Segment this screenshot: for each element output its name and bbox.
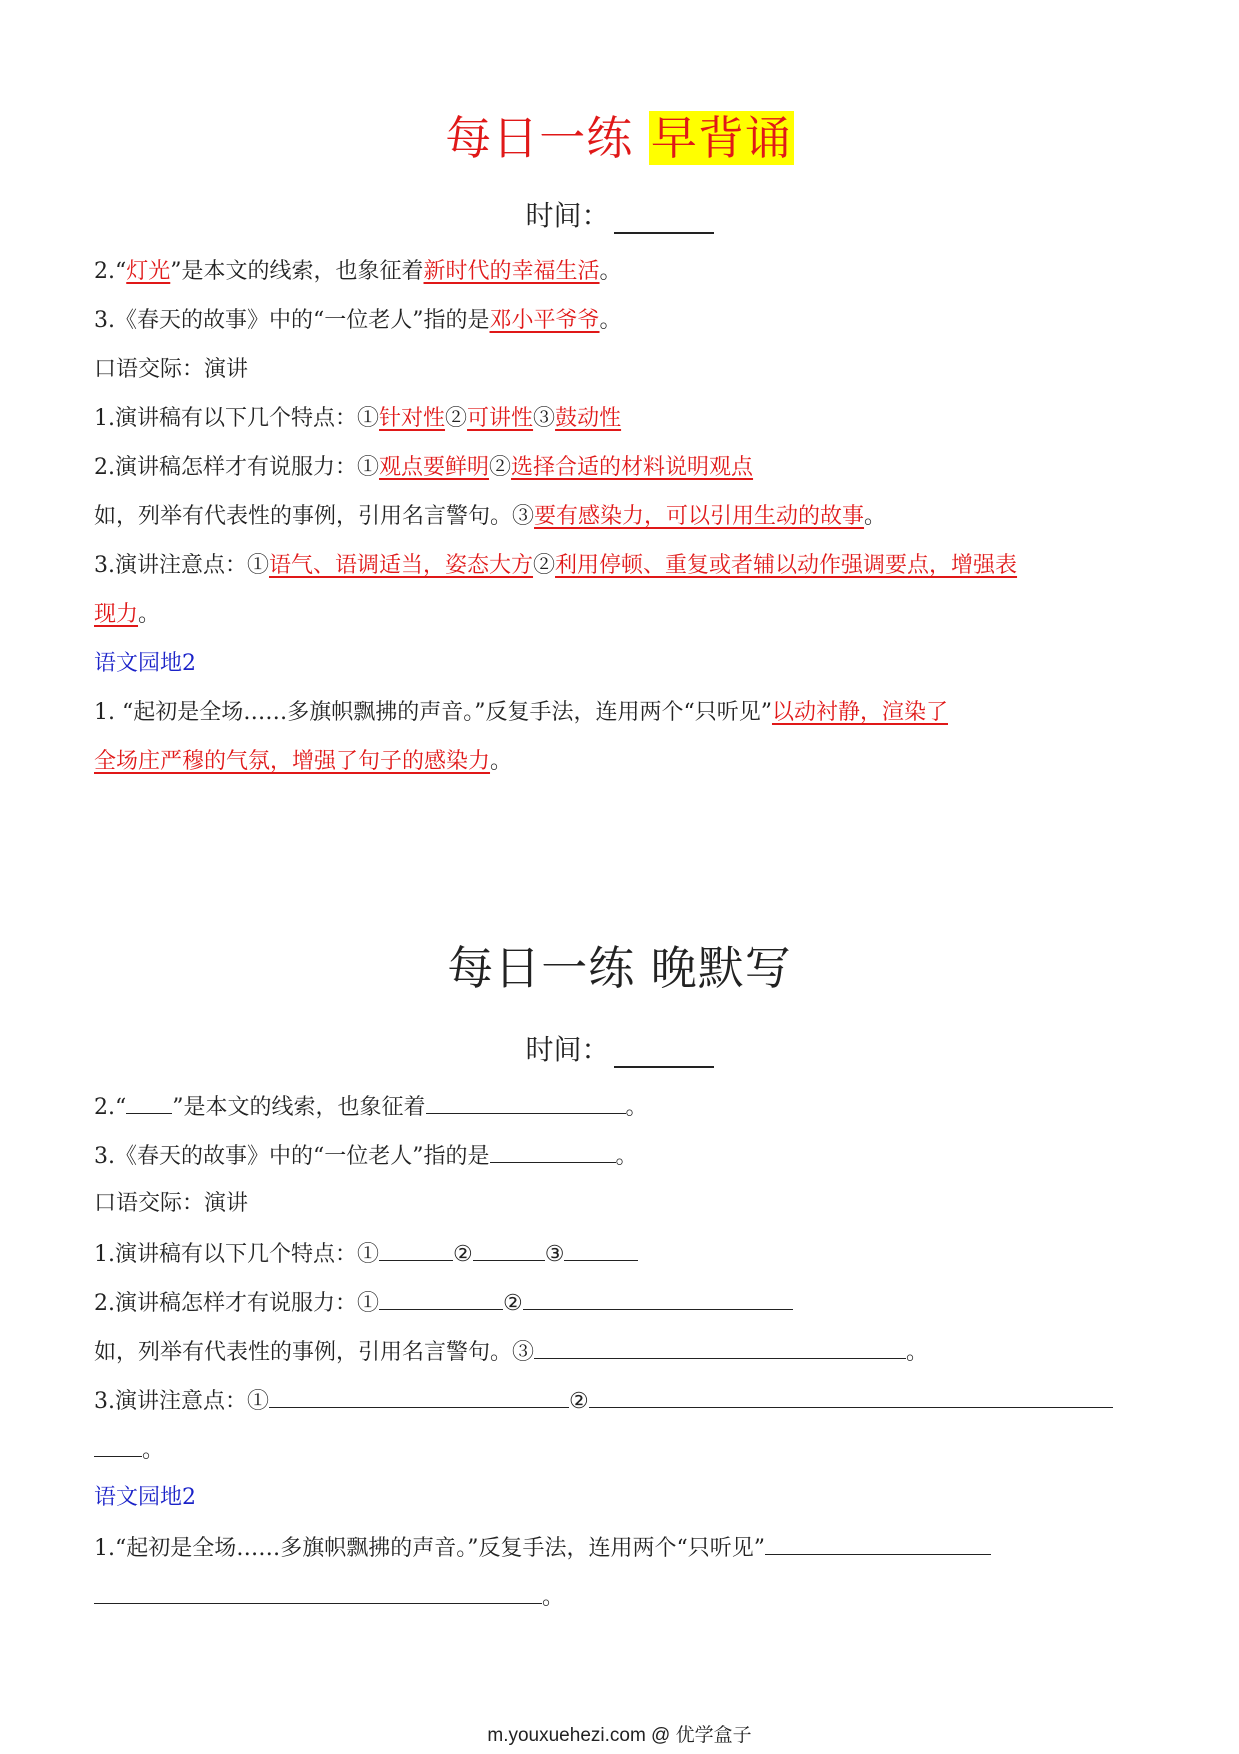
bottom-time-blank	[614, 1040, 714, 1068]
bottom-line-10: 1.“起初是全场……多旗帜飘拂的声音。”反复手法，连用两个“只听见”	[94, 1532, 1146, 1564]
fill-blank[interactable]	[379, 1287, 503, 1310]
fill-blank[interactable]	[589, 1385, 1113, 1408]
bottom-title: 每日一练 晚默写	[447, 941, 792, 995]
fill-blank[interactable]	[94, 1434, 142, 1457]
top-line-5: 2.演讲稿怎样才有说服力：①观点要鲜明②选择合适的材料说明观点	[94, 455, 754, 480]
fill-blank[interactable]	[473, 1238, 545, 1261]
answer: 新时代的幸福生活	[423, 259, 600, 284]
top-section-heading: 语文园地2	[94, 651, 196, 676]
answer: 以动衬静，渲染了	[771, 700, 948, 725]
answer: 要有感染力，可以引用生动的故事	[534, 504, 865, 529]
fill-blank[interactable]	[379, 1238, 453, 1261]
answer: 观点要鲜明	[379, 455, 490, 480]
bottom-section-heading: 语文园地2	[94, 1485, 196, 1510]
top-title-highlight: 早背诵	[650, 111, 792, 165]
bottom-line-8: 。	[94, 1434, 1146, 1466]
fill-blank[interactable]	[269, 1385, 569, 1408]
bottom-line-3: 口语交际：演讲	[94, 1191, 249, 1216]
bottom-line-4: 1.演讲稿有以下几个特点：① ② ③	[94, 1238, 1146, 1270]
fill-blank[interactable]	[564, 1238, 638, 1261]
answer: 鼓动性	[555, 406, 622, 431]
answer: 利用停顿、重复或者辅以动作强调要点，增强表	[555, 553, 1018, 578]
footer-watermark: m.youxuehezi.com @ 优学盒子	[487, 1725, 752, 1746]
fill-blank[interactable]	[523, 1287, 793, 1310]
answer: 现力	[94, 602, 139, 627]
top-line-6: 如，列举有代表性的事例，引用名言警句。③要有感染力，可以引用生动的故事。	[94, 504, 887, 529]
top-line-4: 1.演讲稿有以下几个特点：①针对性②可讲性③鼓动性	[94, 406, 622, 431]
bottom-line-2: 3.《春天的故事》中的“一位老人”指的是 。	[94, 1140, 1146, 1172]
fill-blank[interactable]	[126, 1091, 172, 1114]
top-time-label: 时间：	[525, 199, 610, 232]
fill-blank[interactable]	[534, 1336, 906, 1359]
top-title	[0, 108, 1239, 168]
top-line-10: 1. “起初是全场……多旗帜飘拂的声音。”反复手法，连用两个“只听见”以动衬静，渲染了	[94, 700, 948, 725]
answer: 选择合适的材料说明观点	[511, 455, 754, 480]
top-line-7: 3.演讲注意点：①语气、语调适当，姿态大方②利用停顿、重复或者辅以动作强调要点，增强表	[94, 553, 1018, 578]
top-line-11: 全场庄严穆的气氛，增强了句子的感染力。	[94, 749, 513, 774]
answer: 灯光	[126, 259, 171, 284]
bottom-line-7: 3.演讲注意点：① ②	[94, 1385, 1146, 1417]
fill-blank[interactable]	[94, 1581, 542, 1604]
answer: 语气、语调适当，姿态大方	[269, 553, 534, 578]
fill-blank[interactable]	[490, 1140, 616, 1163]
bottom-line-1: 2.“ ”是本文的线索，也象征着 。	[94, 1091, 1146, 1123]
bottom-time	[0, 1032, 1239, 1068]
answer: 针对性	[379, 406, 446, 431]
top-line-8: 现力。	[94, 602, 161, 627]
top-title-main: 每日一练	[445, 111, 649, 165]
answer: 全场庄严穆的气氛，增强了句子的感染力	[94, 749, 491, 774]
top-time-blank	[614, 206, 714, 234]
top-time	[0, 198, 1239, 234]
top-line-2: 3.《春天的故事》中的“一位老人”指的是邓小平爷爷。	[94, 308, 622, 333]
bottom-line-5: 2.演讲稿怎样才有说服力：① ②	[94, 1287, 1146, 1319]
bottom-line-6: 如，列举有代表性的事例，引用名言警句。③ 。	[94, 1336, 1146, 1368]
bottom-line-11: 。	[94, 1581, 1146, 1613]
answer: 可讲性	[467, 406, 534, 431]
answer: 邓小平爷爷	[489, 308, 600, 333]
top-line-3: 口语交际：演讲	[94, 357, 249, 382]
bottom-time-label: 时间：	[525, 1033, 610, 1066]
top-line-1: 2.“灯光”是本文的线索，也象征着新时代的幸福生活。	[94, 259, 622, 284]
fill-blank[interactable]	[426, 1091, 626, 1114]
fill-blank[interactable]	[765, 1532, 991, 1555]
